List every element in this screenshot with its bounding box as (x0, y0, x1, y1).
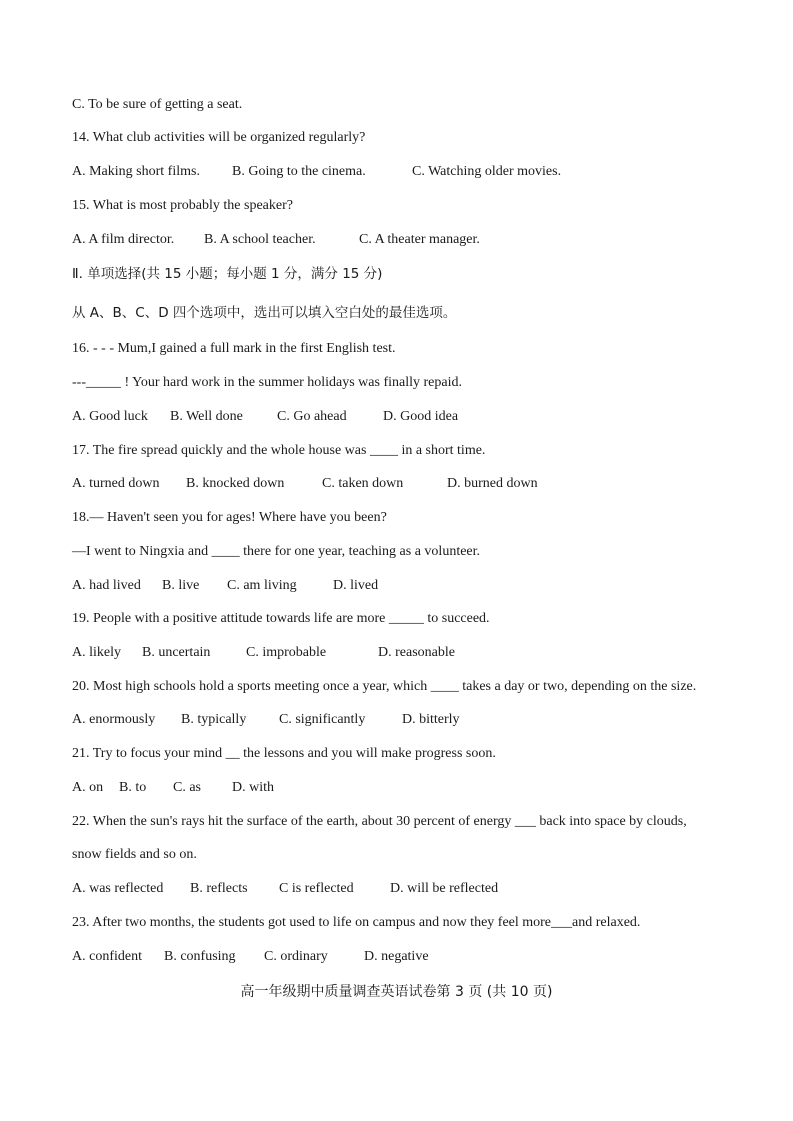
option-d: D. Good idea (383, 409, 459, 424)
option-c: C. Watching older movies. (412, 164, 562, 179)
section-instruction (72, 304, 456, 322)
option-a: A. Making short films. (72, 164, 200, 179)
option-a: A. turned down (72, 476, 160, 491)
question-text: —I went to Ningxia and ____ there for one year, teaching as a volunteer. (72, 544, 481, 559)
q17-stem (72, 442, 485, 460)
option-a: A. likely (72, 645, 121, 660)
option-c: C is reflected (279, 881, 354, 896)
option-a: A. confident (72, 949, 142, 964)
option-c: C. taken down (322, 476, 404, 491)
footer-text: 高一年级期中质量调查英语试卷第 3 页 (共 10 页) (240, 984, 553, 1000)
option-b: B. live (162, 578, 200, 593)
q18-stem-reply (72, 543, 480, 561)
option-c: C. A theater manager. (359, 232, 480, 247)
page-footer (0, 983, 793, 1001)
q22-stem (72, 813, 687, 831)
q20-stem (72, 678, 696, 696)
option-a: A. on (72, 780, 104, 795)
option-d: D. with (232, 780, 274, 795)
option-b: B. A school teacher. (204, 232, 316, 247)
question-text: 23. After two months, the students got used to life on campus and now they feel more___and relaxed. (72, 915, 641, 930)
question-text: ---_____ ! Your hard work in the summer holidays was finally repaid. (72, 375, 462, 390)
section-heading (72, 265, 382, 283)
q15-stem (72, 197, 293, 215)
q22-stem-continued (72, 846, 197, 864)
question-text: 21. Try to focus your mind __ the lessons and you will make progress soon. (72, 746, 496, 761)
option-c: C. as (173, 780, 201, 795)
section-title: Ⅱ. 单项选择(共 15 小题；每小题 1 分，满分 15 分) (72, 266, 383, 282)
q19-stem (72, 610, 490, 628)
question-text: 19. People with a positive attitude towards life are more _____ to succeed. (72, 611, 490, 626)
question-text: 17. The fire spread quickly and the whole house was ____ in a short time. (72, 443, 486, 458)
question-text: 18.— Haven't seen you for ages! Where have you been? (72, 510, 387, 525)
question-text: 14. What club activities will be organized regularly? (72, 130, 366, 145)
option-c: C. improbable (246, 645, 327, 660)
question-text: 15. What is most probably the speaker? (72, 198, 293, 213)
option-b: B. to (119, 780, 147, 795)
option-c: C. am living (227, 578, 297, 593)
option-a: A. was reflected (72, 881, 164, 896)
question-text: snow fields and so on. (72, 847, 197, 862)
option-b: B. typically (181, 712, 247, 727)
option-d: D. will be reflected (390, 881, 499, 896)
option-b: B. Well done (170, 409, 243, 424)
question-text: 20. Most high schools hold a sports meeting once a year, which ____ takes a day or two, depending on the size. (72, 679, 697, 694)
option-text: C. To be sure of getting a seat. (72, 97, 243, 112)
option-c: C. ordinary (264, 949, 328, 964)
option-d: D. reasonable (378, 645, 455, 660)
option-b: B. reflects (190, 881, 248, 896)
option-a: A. A film director. (72, 232, 175, 247)
option-a: A. had lived (72, 578, 141, 593)
q16-stem (72, 340, 396, 358)
option-d: D. negative (364, 949, 429, 964)
q16-stem-reply (72, 374, 462, 392)
q18-stem (72, 509, 387, 527)
q23-stem (72, 914, 640, 932)
question-text: 16. - - - Mum,I gained a full mark in the first English test. (72, 341, 396, 356)
q21-stem (72, 745, 496, 763)
option-b: B. uncertain (142, 645, 211, 660)
option-a: A. Good luck (72, 409, 148, 424)
option-d: D. burned down (447, 476, 538, 491)
q13-option-c (72, 96, 242, 114)
instruction-text: 从 A、B、C、D 四个选项中，选出可以填入空白处的最佳选项。 (72, 305, 457, 321)
option-b: B. confusing (164, 949, 236, 964)
option-b: B. Going to the cinema. (232, 164, 366, 179)
option-c: C. Go ahead (277, 409, 347, 424)
question-text: 22. When the sun's rays hit the surface of the earth, about 30 percent of energy ___ back into space by clouds, (72, 814, 687, 829)
option-c: C. significantly (279, 712, 366, 727)
option-d: D. lived (333, 578, 379, 593)
q14-stem (72, 129, 365, 147)
option-b: B. knocked down (186, 476, 285, 491)
option-d: D. bitterly (402, 712, 460, 727)
option-a: A. enormously (72, 712, 156, 727)
